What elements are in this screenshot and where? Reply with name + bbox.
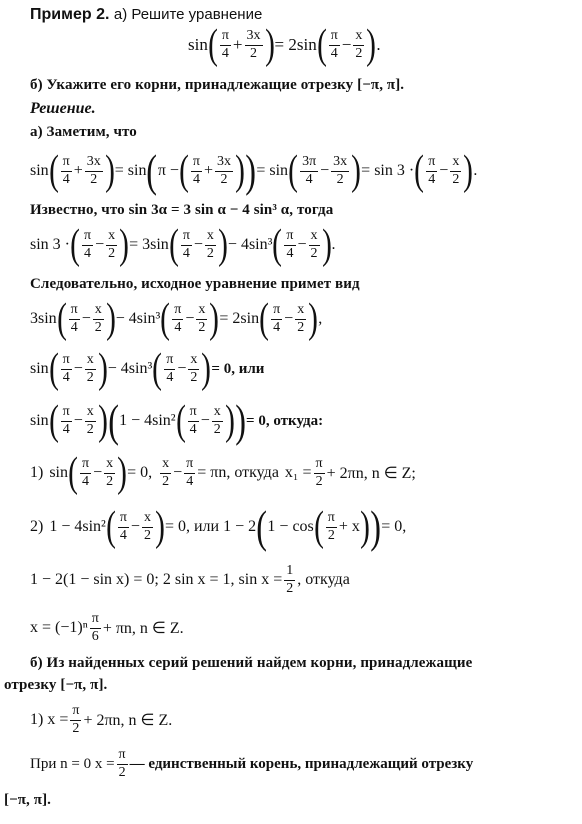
case-1 — [30, 450, 416, 496]
fraction — [69, 303, 80, 335]
denominator: 2 — [336, 171, 344, 187]
consequently-text: Следовательно, исходное уравнение примет вид — [30, 276, 360, 292]
fraction — [353, 29, 364, 61]
math-text: 1 − 4sin² — [119, 412, 176, 429]
denominator: 4 — [189, 421, 197, 437]
part-a-task: а) Решите уравнение — [113, 6, 263, 23]
math-text: 2) — [30, 518, 44, 535]
parenthesis: ) — [235, 395, 246, 446]
math-text: 1) x = — [30, 711, 69, 728]
fraction — [93, 303, 104, 335]
denominator: 2 — [198, 319, 206, 335]
denominator: 4 — [166, 369, 174, 385]
math-text: + — [232, 35, 243, 54]
fraction — [300, 155, 318, 187]
math-text: − — [73, 412, 83, 429]
numerator: x — [106, 229, 117, 246]
fraction — [184, 457, 195, 489]
denominator: 2 — [106, 473, 114, 489]
denominator: 4 — [186, 473, 194, 489]
numerator: π — [284, 229, 295, 246]
numerator: π — [188, 405, 199, 422]
parenthesis: ( — [168, 222, 179, 268]
parenthesis: ) — [201, 346, 212, 392]
math-text: − 4sin³ — [227, 236, 273, 253]
fraction — [284, 564, 295, 596]
numerator: 3x — [85, 155, 103, 172]
parenthesis: ) — [264, 22, 275, 68]
fraction — [331, 155, 349, 187]
parenthesis: ) — [224, 398, 235, 444]
denominator: 2 — [90, 171, 98, 187]
denominator: 2 — [86, 421, 94, 437]
numerator: π — [61, 405, 72, 422]
part-b-task: б) Укажите его корни, принадлежащие отрезку [−π, π]. — [30, 77, 405, 93]
fraction — [85, 353, 96, 385]
fraction — [314, 457, 325, 489]
math-text: + 2πn, n ∈ Z; — [326, 465, 416, 482]
numerator: π — [329, 29, 340, 46]
math-text: sin 3 · — [30, 236, 70, 253]
math-text: = 0, или — [211, 360, 265, 377]
parenthesis: ( — [105, 504, 116, 550]
math-text: − 4sin³ — [115, 310, 161, 327]
numerator: x — [205, 229, 216, 246]
numerator: π — [426, 155, 437, 172]
numerator: π — [181, 229, 192, 246]
part-b-text-2: отрезку [−π, π]. — [4, 677, 108, 693]
fraction — [196, 303, 207, 335]
denominator: 2 — [452, 171, 460, 187]
numerator: π — [90, 612, 101, 629]
fraction — [188, 405, 199, 437]
parenthesis: ( — [288, 148, 298, 194]
denominator: 2 — [162, 473, 170, 489]
denominator: 2 — [286, 580, 294, 596]
denominator: 2 — [72, 720, 80, 736]
denominator: 2 — [86, 369, 94, 385]
numerator: 3π — [300, 155, 318, 172]
denominator: 4 — [174, 319, 182, 335]
case-2 — [30, 502, 406, 552]
fraction — [85, 155, 103, 187]
math-text: . — [473, 162, 478, 179]
math-text: sin — [49, 464, 68, 481]
math-text: − — [81, 310, 91, 327]
numerator: x — [353, 29, 364, 46]
fraction — [450, 155, 461, 187]
parenthesis: ( — [316, 22, 327, 68]
math-text: sin — [30, 162, 49, 179]
denominator: 4 — [330, 45, 338, 61]
fraction — [90, 612, 101, 644]
math-text: − — [173, 464, 183, 481]
final-line — [30, 742, 473, 786]
parenthesis: ) — [97, 398, 108, 444]
numerator: x — [160, 457, 171, 474]
fraction — [295, 303, 306, 335]
denominator: 2 — [297, 319, 305, 335]
parenthesis: ) — [351, 148, 362, 194]
denominator: 4 — [221, 45, 229, 61]
fraction — [106, 229, 117, 261]
parenthesis: ) — [359, 504, 370, 550]
math-text: = 3sin — [129, 236, 169, 253]
denominator: 2 — [118, 764, 126, 780]
math-text: − — [73, 360, 83, 377]
math-text: + — [204, 162, 214, 179]
fraction — [142, 511, 153, 543]
denominator: 4 — [62, 421, 70, 437]
math-text: + 2πn, n ∈ Z. — [83, 712, 173, 729]
fraction — [309, 229, 320, 261]
fraction — [104, 457, 115, 489]
denominator: 4 — [70, 319, 78, 335]
math-text: , — [318, 310, 323, 327]
numerator: x — [212, 405, 223, 422]
math-text: − — [320, 162, 330, 179]
identity-equation — [30, 222, 336, 268]
math-text: = 0, — [127, 464, 153, 481]
math-text: = 0, или 1 − 2 — [164, 518, 257, 535]
math-text: − — [95, 236, 105, 253]
parenthesis: ) — [245, 145, 257, 196]
denominator: 2 — [310, 245, 318, 261]
fraction — [205, 229, 216, 261]
fraction — [80, 457, 91, 489]
math-text: = 2sin — [274, 35, 317, 54]
parenthesis: ) — [155, 504, 165, 550]
numerator: x — [188, 353, 199, 370]
parenthesis: ) — [117, 450, 128, 496]
fraction — [172, 303, 183, 335]
parenthesis: ) — [463, 148, 474, 194]
example-label: Пример 2. — [30, 6, 110, 23]
math-text: 1 − 2(1 − sin x) = 0; 2 sin x = 1, sin x = — [30, 571, 283, 588]
parenthesis: ) — [218, 222, 228, 268]
numerator: π — [118, 511, 129, 528]
numerator: π — [61, 353, 72, 370]
parenthesis: ( — [48, 346, 59, 392]
numerator: π — [117, 748, 128, 765]
denominator: 2 — [250, 45, 258, 61]
denominator: 2 — [213, 421, 221, 437]
consequent-equation — [30, 296, 322, 342]
parenthesis: ( — [256, 501, 268, 552]
numerator: π — [172, 303, 183, 320]
math-text: x₁ = — [284, 464, 312, 481]
math-text: + x — [338, 518, 360, 535]
numerator: π — [314, 457, 325, 474]
math-text: π − — [157, 162, 179, 179]
parenthesis: ) — [104, 148, 115, 194]
denominator: 6 — [91, 628, 99, 644]
fraction — [70, 704, 81, 736]
note-equation — [30, 145, 478, 196]
parenthesis: ( — [108, 395, 119, 446]
parenthesis: ( — [152, 346, 163, 392]
parenthesis: ) — [321, 222, 332, 268]
denominator: 2 — [143, 527, 151, 543]
denominator: 4 — [62, 171, 70, 187]
parenthesis: ) — [97, 346, 108, 392]
part-a-note: а) Заметим, что — [30, 124, 137, 140]
math-text: + πn, n ∈ Z. — [102, 620, 184, 637]
parenthesis: ( — [272, 222, 283, 268]
zero-equation — [30, 346, 264, 392]
denominator: 2 — [108, 245, 116, 261]
math-text: — единственный корень, принадлежащий отрезку — [129, 755, 474, 772]
fraction — [271, 303, 282, 335]
x-line — [30, 606, 184, 650]
numerator: π — [82, 229, 93, 246]
denominator: 4 — [192, 171, 200, 187]
parenthesis: ( — [160, 296, 171, 342]
parenthesis: ) — [235, 148, 245, 194]
numerator: π — [61, 155, 72, 172]
denominator: 4 — [305, 171, 313, 187]
denominator: 2 — [220, 171, 228, 187]
fraction — [188, 353, 199, 385]
parenthesis: ( — [175, 398, 186, 444]
math-text: − — [200, 412, 210, 429]
fraction — [329, 29, 340, 61]
math-text: = sin — [256, 162, 289, 179]
solution-label: Решение. — [30, 100, 96, 117]
math-text: 1 − cos — [267, 518, 314, 535]
fraction — [220, 29, 231, 61]
fraction — [181, 229, 192, 261]
numerator: x — [85, 405, 96, 422]
parenthesis: ) — [209, 296, 220, 342]
denominator: 4 — [273, 319, 281, 335]
numerator: x — [196, 303, 207, 320]
denominator: 4 — [286, 245, 294, 261]
numerator: π — [70, 704, 81, 721]
parenthesis: ) — [366, 22, 377, 68]
parenthesis: ( — [56, 296, 67, 342]
math-text: 1 − 4sin² — [49, 518, 106, 535]
parenthesis: ( — [48, 148, 59, 194]
parenthesis: ( — [207, 22, 218, 68]
part-b-text-1: б) Из найденных серий решений найдем корни, принадлежащие — [30, 655, 473, 671]
numerator: 3x — [245, 29, 263, 46]
math-text: 1) — [30, 464, 44, 481]
numerator: x — [309, 229, 320, 246]
math-text: − — [439, 162, 449, 179]
math-text: При n = 0 x = — [30, 755, 115, 772]
fraction — [284, 229, 295, 261]
parenthesis: ( — [414, 148, 425, 194]
parenthesis: ) — [308, 296, 319, 342]
fraction — [215, 155, 233, 187]
math-text: . — [331, 236, 336, 253]
numerator: π — [191, 155, 202, 172]
numerator: x — [295, 303, 306, 320]
fraction — [61, 155, 72, 187]
parenthesis: ( — [70, 222, 80, 268]
denominator: 4 — [84, 245, 92, 261]
sin-text: sin — [188, 35, 208, 54]
math-text: = sin 3 · — [361, 162, 415, 179]
numerator: x — [85, 353, 96, 370]
fraction — [426, 155, 437, 187]
parenthesis: ( — [68, 450, 78, 496]
numerator: x — [450, 155, 461, 172]
math-text: = πn, откуда — [197, 464, 279, 481]
parenthesis: ( — [146, 145, 158, 196]
numerator: x — [93, 303, 104, 320]
math-text: − — [185, 310, 195, 327]
parenthesis: ( — [259, 296, 269, 342]
math-text: = 0, — [381, 518, 407, 535]
fraction — [164, 353, 175, 385]
parenthesis: ( — [313, 504, 324, 550]
numerator: x — [104, 457, 115, 474]
numerator: π — [69, 303, 80, 320]
numerator: 3x — [331, 155, 349, 172]
parenthesis: ) — [119, 222, 130, 268]
math-text: − — [193, 236, 203, 253]
fraction — [85, 405, 96, 437]
denominator: 2 — [315, 473, 323, 489]
denominator: 4 — [182, 245, 190, 261]
denominator: 4 — [82, 473, 90, 489]
identity-text: Известно, что sin 3α = 3 sin α − 4 sin³ α, тогда — [30, 202, 334, 218]
math-text: − — [177, 360, 187, 377]
denominator: 2 — [190, 369, 198, 385]
fraction — [118, 511, 129, 543]
denominator: 4 — [62, 369, 70, 385]
math-text: − — [284, 310, 294, 327]
fraction — [245, 29, 263, 61]
numerator: π — [80, 457, 91, 474]
fraction — [82, 229, 93, 261]
factored-equation — [30, 395, 324, 446]
math-text: − — [93, 464, 103, 481]
math-text: 3sin — [30, 310, 57, 327]
numerator: 1 — [284, 564, 295, 581]
sinx-line — [30, 558, 350, 602]
math-text: = sin — [114, 162, 147, 179]
math-text: . — [376, 35, 381, 54]
math-text: , откуда — [297, 571, 350, 588]
denominator: 4 — [119, 527, 127, 543]
numerator: π — [326, 511, 337, 528]
numerator: 3x — [215, 155, 233, 172]
parenthesis: ) — [105, 296, 116, 342]
denominator: 2 — [327, 527, 335, 543]
final-interval: [−π, π]. — [4, 792, 52, 808]
math-text: − — [130, 518, 140, 535]
fraction — [212, 405, 223, 437]
math-text: − 4sin³ — [107, 360, 153, 377]
fraction — [326, 511, 337, 543]
fraction — [61, 405, 72, 437]
math-text: = 0, откуда: — [246, 412, 324, 429]
numerator: π — [271, 303, 282, 320]
denominator: 2 — [206, 245, 214, 261]
parenthesis: ) — [370, 501, 381, 552]
math-text: x = (−1)ⁿ — [30, 619, 88, 636]
fraction — [191, 155, 202, 187]
math-text: sin — [30, 412, 49, 429]
denominator: 2 — [94, 319, 102, 335]
numerator: x — [142, 511, 153, 528]
fraction — [117, 748, 128, 780]
numerator: π — [220, 29, 231, 46]
math-text: + — [73, 162, 83, 179]
math-text: = 2sin — [219, 310, 260, 327]
denominator: 2 — [355, 45, 363, 61]
fraction — [61, 353, 72, 385]
fraction — [160, 457, 171, 489]
numerator: π — [184, 457, 195, 474]
parenthesis: ( — [48, 398, 59, 444]
denominator: 4 — [428, 171, 436, 187]
parenthesis: ( — [179, 148, 189, 194]
numerator: π — [164, 353, 175, 370]
math-text: − — [297, 236, 307, 253]
math-text: sin — [30, 360, 49, 377]
main-equation — [188, 22, 381, 68]
math-text: − — [341, 35, 352, 54]
part-b-line-1 — [30, 698, 172, 742]
